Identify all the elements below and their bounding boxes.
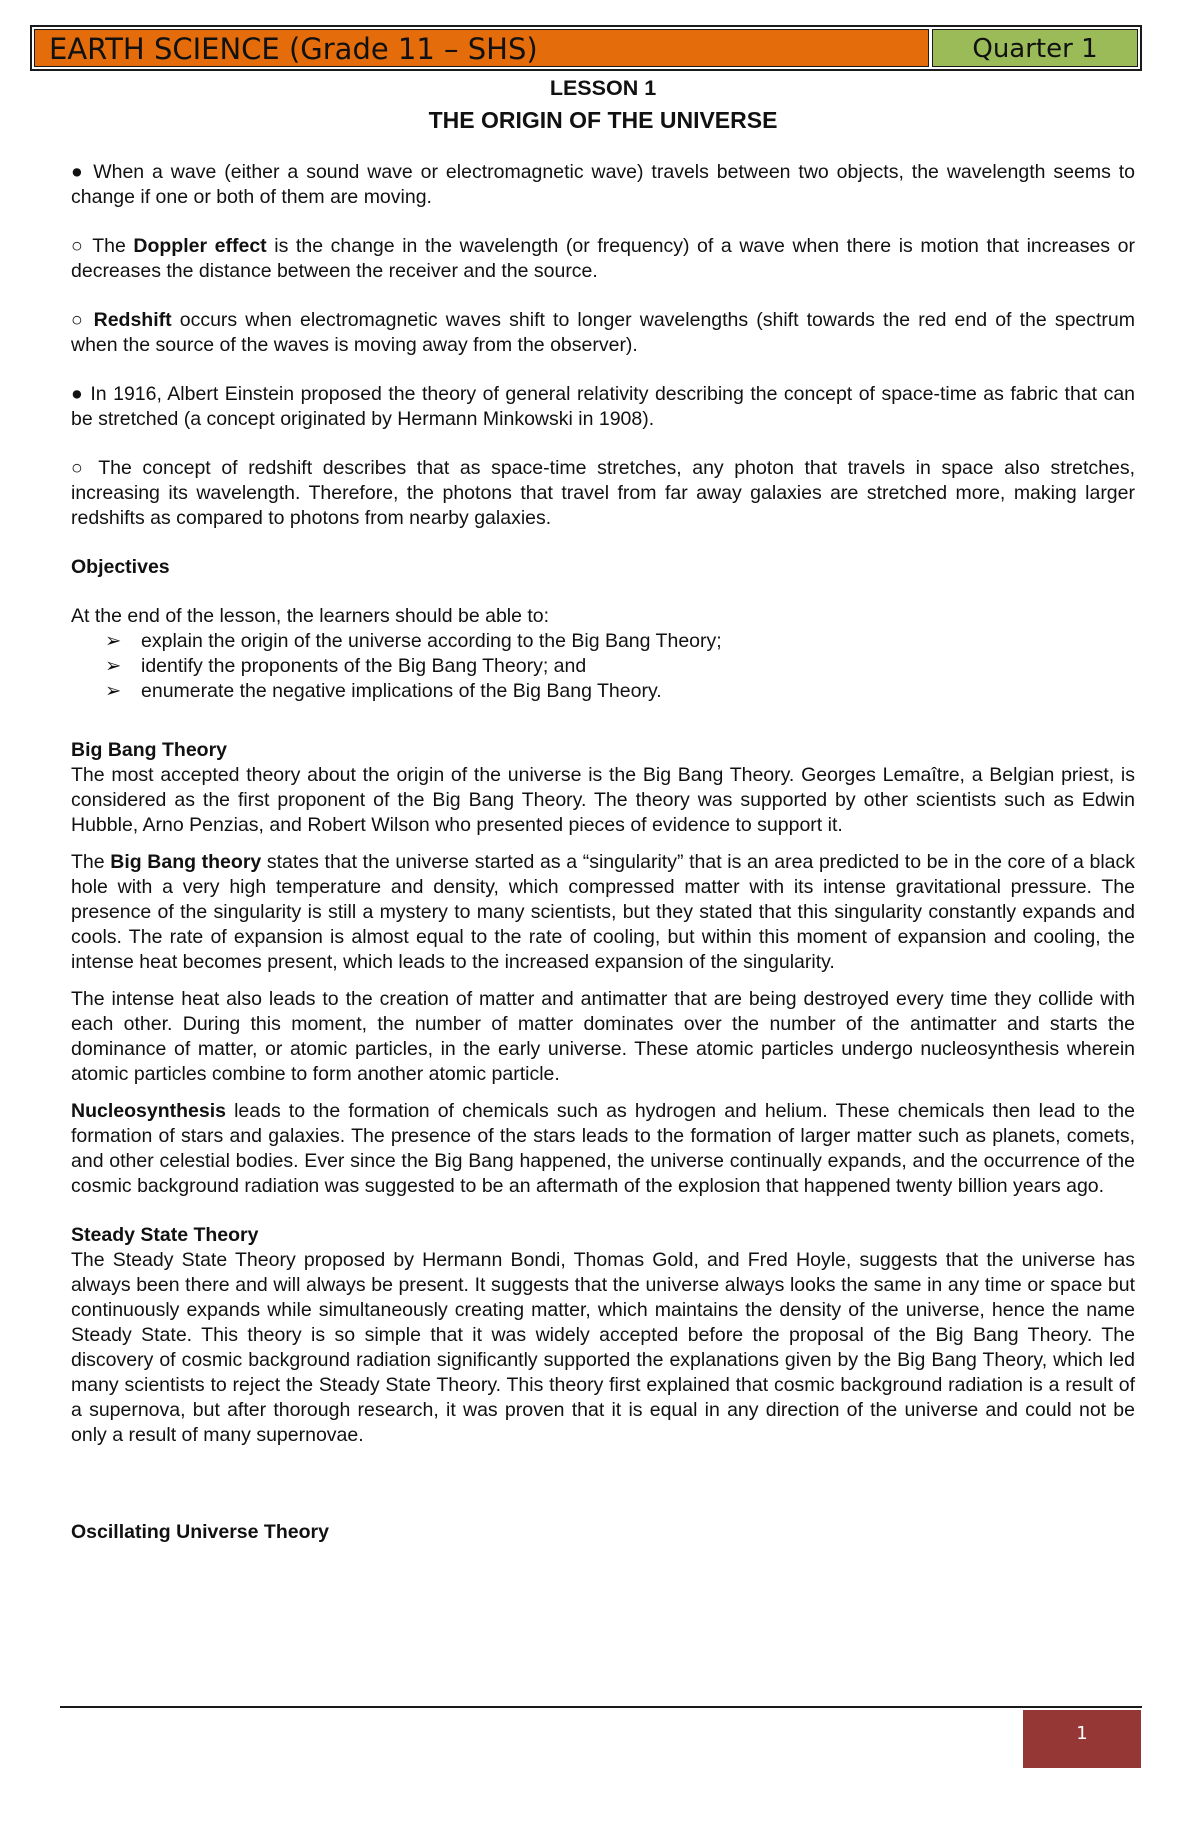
term-nucleosynthesis: Nucleosynthesis: [71, 1100, 226, 1122]
intro-paragraph-doppler: ○ The Doppler effect is the change in the wavelength (or frequency) of a wave when there is motion that increases or decreases the distance between the receiver and the source.: [71, 235, 1135, 282]
hollow-bullet-icon: ○: [71, 309, 86, 331]
lesson-number: LESSON 1: [549, 76, 657, 100]
steady-state-paragraph: The Steady State Theory proposed by Hermann Bondi, Thomas Gold, and Fred Hoyle, suggests that the universe has always been there and will always be present. It suggests that the universe always looks the same in any time or space but continuously expands while simultaneously creating matter, which maintains the density of the universe, hence the name Steady State. This theory is so simple that it was widely accepted before the proposal of the Big Bang Theory. The discovery of cosmic background radiation significantly supported the explanations given by the Big Bang Theory, which led many scientists to reject the Steady State Theory. This theory first explained that cosmic background radiation is a result of a supernova, but after thorough research, it was proven that it is equal in any direction of the universe and could not be only a result of many supernovae.: [71, 1249, 1135, 1446]
intro-paragraph-einstein: ● In 1916, Albert Einstein proposed the theory of general relativity describing the concept of space-time as fabric that can be stretched (a concept originated by Hermann Minkowski in 1908).: [71, 383, 1136, 430]
term-doppler-effect: Doppler effect: [133, 235, 267, 257]
objectives-list: [71, 629, 1135, 704]
big-bang-paragraph-4: Nucleosynthesis leads to the formation of chemicals such as hydrogen and helium. These chemicals then lead to the formation of stars and galaxies. The presence of the stars leads to the formation of larger matter such as planets, comets, and other celestial bodies. Ever since the Big Bang happened, the universe continually expands, and the occurrence of the cosmic background radiation was suggested to be an aftermath of the explosion that happened twenty billion years ago.: [71, 1100, 1135, 1197]
intro-paragraph-redshift: ○ Redshift occurs when electromagnetic waves shift to longer wavelengths (shift towards the red end of the spectrum when the source of the waves is moving away from the observer).: [71, 309, 1136, 356]
filled-bullet-icon: ●: [71, 383, 84, 405]
objectives-lead: At the end of the lesson, the learners should be able to:: [71, 605, 550, 627]
steady-state-heading: Steady State Theory: [71, 1224, 259, 1246]
footer-divider: [60, 1706, 1142, 1708]
term-big-bang-theory: Big Bang theory: [110, 851, 262, 873]
arrow-bullet-icon: ➢: [105, 630, 122, 652]
big-bang-paragraph-1: The most accepted theory about the origin of the universe is the Big Bang Theory. Georges Lemaître, a Belgian priest, is considered as the first proponent of the Big Bang Theory. The theory was supported by other scientists such as Edwin Hubble, Arno Penzias, and Robert Wilson who presented pieces of evidence to support it.: [71, 764, 1135, 836]
document-header: [30, 25, 1142, 71]
hollow-bullet-icon: ○: [71, 457, 88, 479]
big-bang-paragraph-2: The Big Bang theory states that the universe started as a “singularity” that is an area predicted to be in the core of a black hole with a very high temperature and density, which compressed matter with its intense gravitational pressure. The presence of the singularity is still a mystery to many scientists, but they stated that this singularity constantly expands and cools. The rate of expansion is almost equal to the rate of cooling, but within this moment of expansion and cooling, the intense heat becomes present, which leads to the increased expansion of the singularity.: [71, 851, 1135, 973]
filled-bullet-icon: ●: [71, 161, 86, 183]
arrow-bullet-icon: ➢: [105, 655, 122, 677]
list-item: ➢ enumerate the negative implications of the Big Bang Theory.: [105, 680, 662, 702]
lesson-title: THE ORIGIN OF THE UNIVERSE: [428, 107, 778, 133]
intro-paragraph-spacetime: ○ The concept of redshift describes that as space-time stretches, any photon that travels in space also stretches, increasing its wavelength. Therefore, the photons that travel from far away galaxies are stretched more, making larger redshifts as compared to photons from nearby galaxies.: [71, 457, 1136, 529]
oscillating-heading: Oscillating Universe Theory: [71, 1521, 329, 1543]
hollow-bullet-icon: ○: [71, 235, 85, 257]
list-item: ➢ identify the proponents of the Big Bang Theory; and: [105, 655, 587, 677]
page-number: 1: [1023, 1710, 1141, 1768]
quarter-label: Quarter 1: [932, 29, 1138, 67]
list-item: ➢ explain the origin of the universe according to the Big Bang Theory;: [105, 630, 722, 652]
big-bang-heading: Big Bang Theory: [71, 739, 228, 761]
page-content: [71, 72, 1135, 1545]
arrow-bullet-icon: ➢: [105, 680, 122, 702]
subject-title: EARTH SCIENCE (Grade 11 – SHS): [34, 29, 929, 67]
big-bang-paragraph-3: The intense heat also leads to the creation of matter and antimatter that are being destroyed every time they collide with each other. During this moment, the number of matter dominates over the number of the antimatter and starts the dominance of matter, or atomic particles, in the early universe. These atomic particles undergo nucleosynthesis wherein atomic particles combine to form another atomic particle.: [71, 988, 1135, 1085]
term-redshift: Redshift: [93, 309, 172, 331]
objectives-heading: Objectives: [71, 556, 170, 578]
intro-paragraph-wave: ● When a wave (either a sound wave or electromagnetic wave) travels between two objects, the wavelength seems to change if one or both of them are moving.: [71, 161, 1136, 208]
